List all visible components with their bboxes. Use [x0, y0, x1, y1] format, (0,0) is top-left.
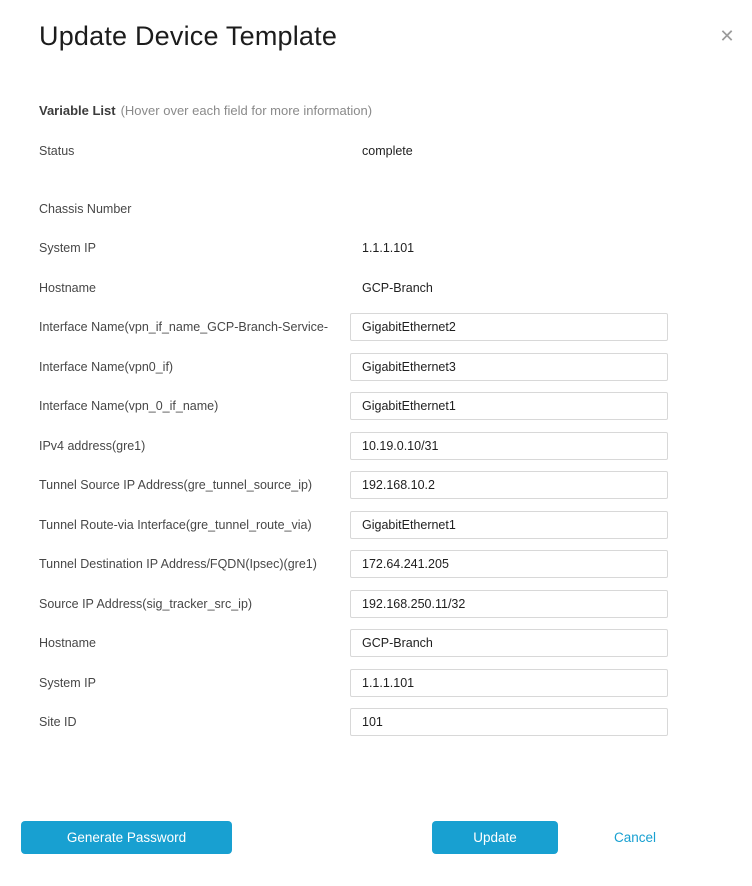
interface-name-vpn0-if-input[interactable]	[350, 353, 668, 381]
interface-name-vpn-0-if-name-input[interactable]	[350, 392, 668, 420]
input-row-site-id	[39, 703, 707, 743]
system-ip-input[interactable]	[350, 669, 668, 697]
page-title: Update Device Template	[39, 21, 338, 51]
source-ip-address-input[interactable]	[350, 590, 668, 618]
hostname-input[interactable]	[350, 629, 668, 657]
input-row-tunnel-destination-ip	[39, 545, 707, 585]
tunnel-destination-ip-input[interactable]	[350, 550, 668, 578]
field-label: Hostname	[39, 280, 96, 295]
close-icon[interactable]: ✕	[719, 26, 735, 46]
generate-password-button[interactable]: Generate Password	[21, 821, 232, 854]
input-row-hostname	[39, 624, 707, 664]
tunnel-route-via-interface-input[interactable]	[350, 511, 668, 539]
ipv4-address-gre1-input[interactable]	[350, 432, 668, 460]
input-row-ipv4-address-gre1	[39, 426, 707, 466]
input-row-interface-name-service-vpn	[39, 308, 707, 348]
static-row-status	[39, 131, 707, 171]
variable-list-hint: (Hover over each field for more information)	[120, 103, 373, 118]
field-value: GCP-Branch	[362, 280, 433, 295]
field-label: Tunnel Route-via Interface(gre_tunnel_route_via)	[39, 517, 312, 532]
variable-rows	[39, 131, 752, 742]
input-row-interface-name-vpn-0-if-name	[39, 387, 707, 427]
field-label: Chassis Number	[39, 201, 132, 216]
static-row-system-ip	[39, 229, 707, 269]
field-label: Tunnel Destination IP Address/FQDN(Ipsec)(gre1)	[39, 557, 317, 572]
variable-list-heading: Variable List	[39, 103, 116, 118]
field-label: Interface Name(vpn_0_if_name)	[39, 399, 219, 414]
tunnel-source-ip-input[interactable]	[350, 471, 668, 499]
input-row-interface-name-vpn0-if	[39, 347, 707, 387]
interface-name-service-vpn-input[interactable]	[350, 313, 668, 341]
field-value: complete	[362, 143, 413, 158]
field-label: Status	[39, 143, 75, 158]
input-row-system-ip	[39, 663, 707, 703]
field-value: 1.1.1.101	[362, 241, 415, 256]
site-id-input[interactable]	[350, 708, 668, 736]
field-label: Tunnel Source IP Address(gre_tunnel_source_ip)	[39, 478, 313, 493]
cancel-button[interactable]: Cancel	[614, 830, 657, 845]
static-row-chassis-number	[39, 189, 707, 229]
field-label: Source IP Address(sig_tracker_src_ip)	[39, 596, 253, 611]
update-device-template-dialog	[0, 21, 752, 886]
field-label: Interface Name(vpn_if_name_GCP-Branch-Service-	[39, 320, 329, 335]
field-label: System IP	[39, 675, 96, 690]
field-label: System IP	[39, 241, 96, 256]
field-label: Hostname	[39, 636, 96, 651]
field-label: IPv4 address(gre1)	[39, 438, 146, 453]
input-row-source-ip-address	[39, 584, 707, 624]
field-label: Interface Name(vpn0_if)	[39, 359, 174, 374]
update-button[interactable]: Update	[432, 821, 558, 854]
input-row-tunnel-route-via-interface	[39, 505, 707, 545]
static-row-hostname	[39, 268, 707, 308]
field-label: Site ID	[39, 715, 77, 730]
dialog-footer	[0, 821, 752, 854]
input-row-tunnel-source-ip	[39, 466, 707, 506]
variable-list-header	[39, 103, 712, 118]
